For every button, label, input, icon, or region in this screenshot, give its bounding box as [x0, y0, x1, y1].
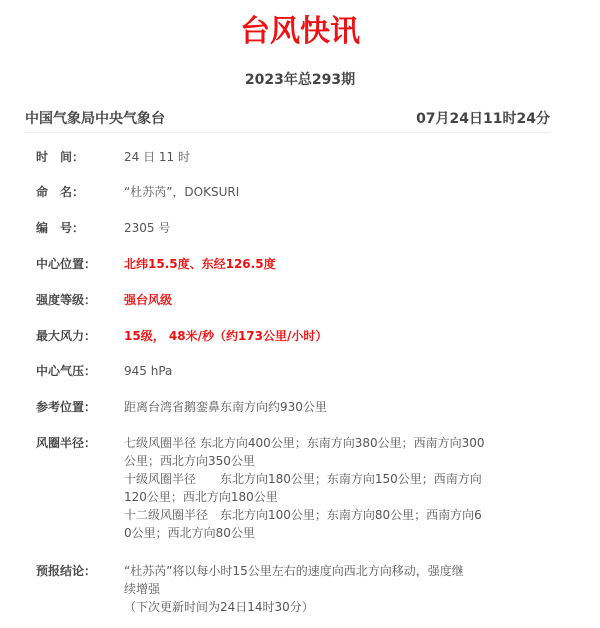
wind-radius-line: 十二级风圈半径 东北方向100公里；东南方向80公里；西南方向6: [124, 508, 482, 522]
wind-radius-value: [124, 434, 546, 542]
issue-number: 2023年总293期: [244, 72, 356, 88]
wind-radius-line: 十级风圈半径 东北方向180公里；东南方向150公里；西南方向: [124, 472, 482, 486]
meta-row: [25, 108, 550, 133]
field-label: 时 间：: [36, 150, 85, 164]
page-title: 台风快讯: [240, 14, 360, 49]
field-label: 最大风力：: [36, 329, 97, 343]
field-label: 参考位置：: [36, 400, 97, 414]
wind-radius-line: 七级风圈半径 东北方向400公里；东南方向380公里；西南方向300: [124, 436, 485, 450]
field-value: 强台风级: [124, 293, 173, 307]
field-label: 命 名：: [36, 185, 85, 199]
wind-radius-line: 0公里；西北方向80公里: [124, 526, 255, 540]
forecast-line: 续增强: [124, 582, 161, 596]
field-label: 预报结论：: [36, 564, 97, 578]
forecast-line: “杜苏芮”将以每小时15公里左右的速度向西北方向移动，强度继: [124, 564, 464, 578]
field-value: 2305 号: [124, 221, 171, 235]
field-label: 风圈半径：: [36, 436, 97, 450]
field-label: 编 号：: [36, 221, 85, 235]
field-label: 强度等级：: [36, 293, 97, 307]
field-value: 24 日 11 时: [124, 150, 190, 164]
next-update-line: （下次更新时间为24日14时30分）: [124, 600, 314, 614]
field-value: 距离台湾省鹅銮鼻东南方向约930公里: [124, 400, 327, 414]
agency-name: 中国气象局中央气象台: [25, 111, 165, 127]
field-value: 北纬15.5度、东经126.5度: [124, 257, 276, 271]
field-value: “杜苏芮”，DOKSURI: [124, 185, 240, 199]
field-value: 945 hPa: [124, 364, 173, 378]
field-label: 中心位置：: [36, 257, 97, 271]
forecast-value: [124, 562, 546, 616]
wind-radius-line: 公里；西北方向350公里: [124, 454, 255, 468]
wind-radius-line: 120公里；西北方向180公里: [124, 490, 278, 504]
field-label: 中心气压：: [36, 364, 97, 378]
issue-time: 07月24日11时24分: [416, 111, 550, 127]
field-value: 15级， 48米/秒（约173公里/小时）: [124, 329, 328, 343]
